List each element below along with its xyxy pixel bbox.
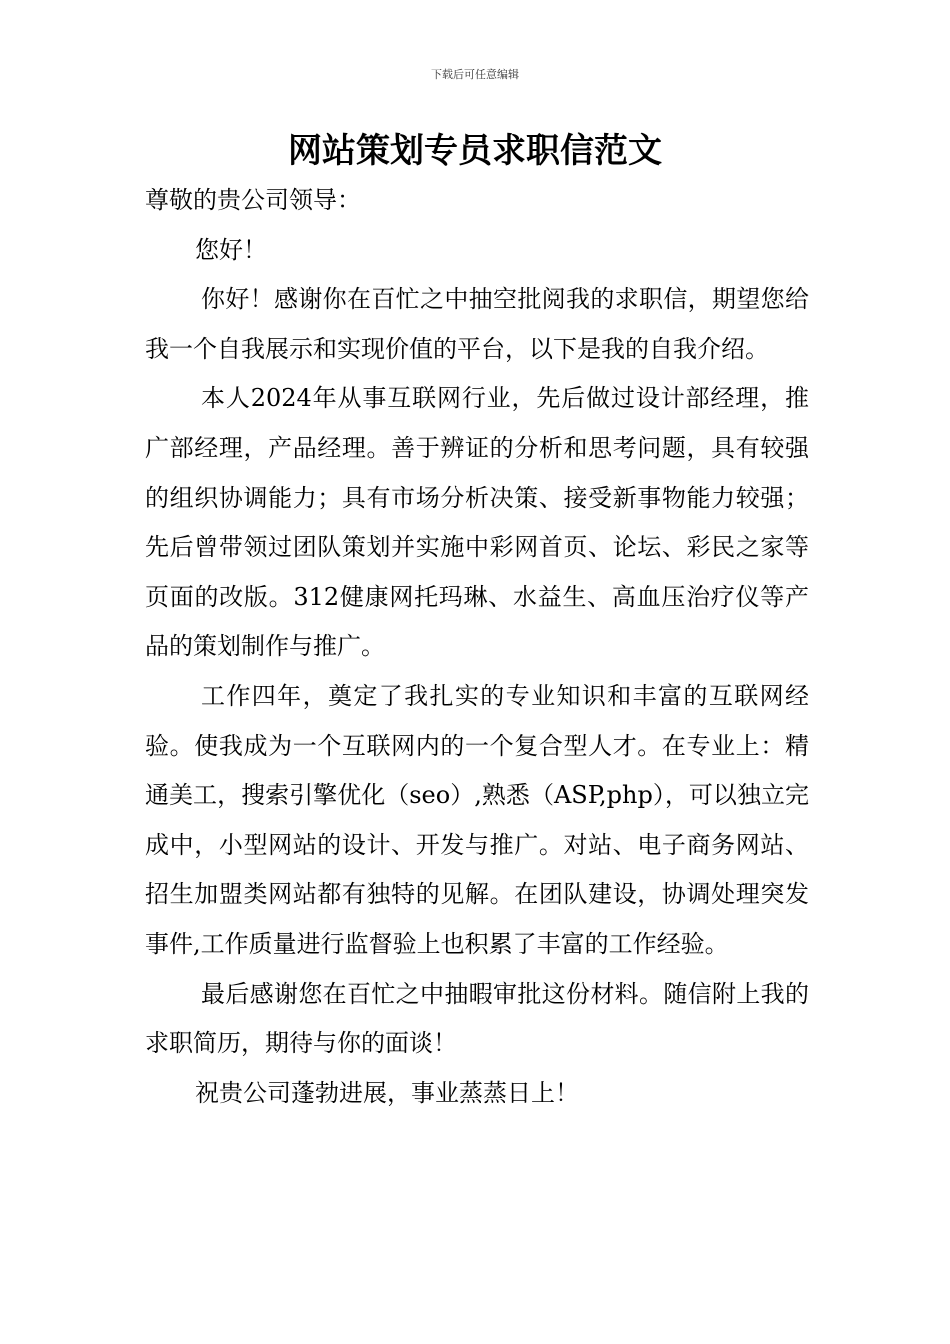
closing-wish: 祝贵公司蓬勃进展，事业蒸蒸日上！ bbox=[195, 1078, 579, 1107]
paragraph-thanks: 最后感谢您在百忙之中抽暇审批这份材料。随信附上我的求职简历，期待与你的面谈！ bbox=[145, 979, 809, 1058]
header-note: 下载后可任意编辑 bbox=[431, 68, 519, 81]
paragraph-experience: 本人2024年从事互联网行业，先后做过设计部经理，推广部经理，产品经理。善于辨证的分析和思考问题，具有较强的组织协调能力；具有市场分析决策、接受新事物能力较强；先后曾带领过团队策划并实施中彩网首页、论坛、彩民之家等页面的改版。312健康网托玛琳、水益生、高血压治疗仪等产品的策划制作与推广。 bbox=[145, 384, 809, 661]
salutation: 尊敬的贵公司领导： bbox=[145, 186, 361, 214]
letter-body bbox=[145, 176, 809, 1118]
paragraph-intro: 你好！感谢你在百忙之中抽空批阅我的求职信，期望您给我一个自我展示和实现价值的平台，以下是我的自我介绍。 bbox=[145, 285, 809, 363]
document-title: 网站策划专员求职信范文 bbox=[288, 131, 662, 171]
greeting: 您好！ bbox=[195, 235, 267, 264]
paragraph-skills: 工作四年，奠定了我扎实的专业知识和丰富的互联网经验。使我成为一个互联网内的一个复合型人才。在专业上：精通美工，搜索引擎优化（seo）,熟悉（ASP,php），可以独立完成中，小型网站的设计、开发与推广。对站、电子商务网站、招生加盟类网站都有独特的见解。在团队建设，协调处理突发事件,工作质量进行监督验上也积累了丰富的工作经验。 bbox=[145, 681, 809, 958]
